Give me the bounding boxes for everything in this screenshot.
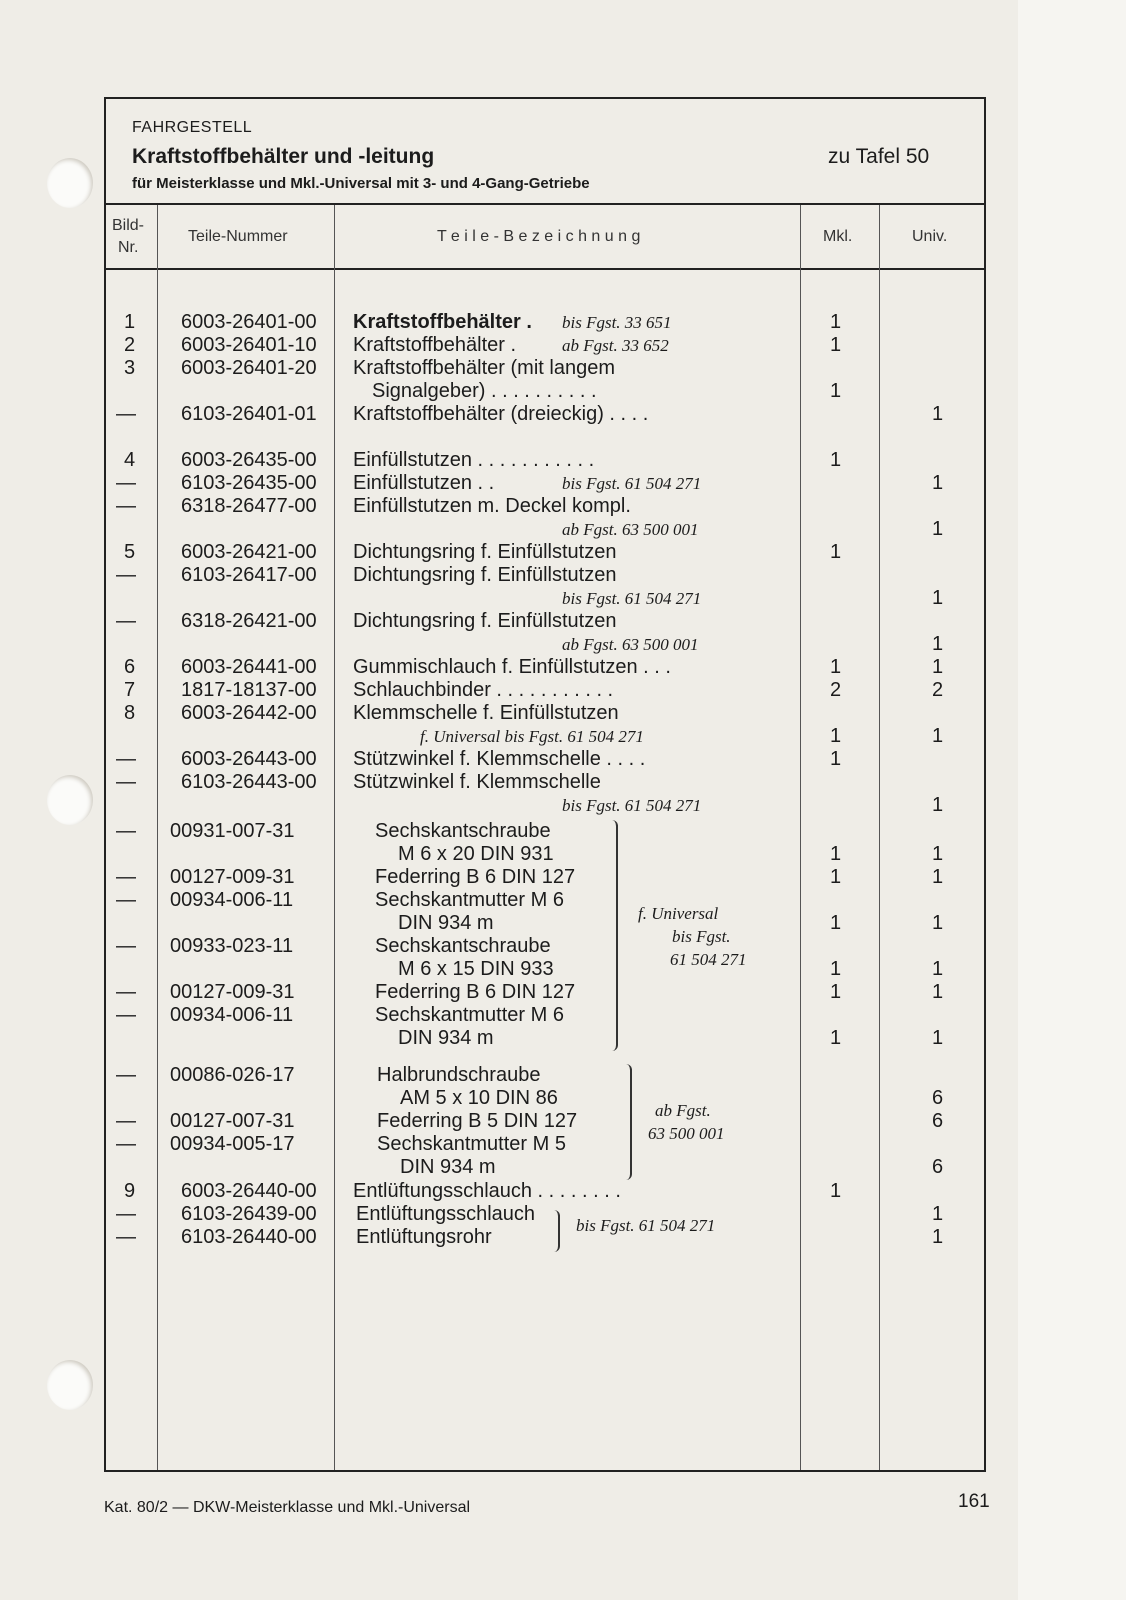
qty-univ: 1 bbox=[932, 1027, 944, 1049]
part-description: Entlüftungsrohr bbox=[356, 1226, 492, 1248]
part-description: Dichtungsring f. Einfüllstutzen bbox=[353, 610, 617, 632]
part-description: Halbrundschraube bbox=[377, 1064, 541, 1086]
part-note: bis Fgst. 61 504 271 bbox=[562, 796, 702, 815]
part-description: Kraftstoffbehälter . bbox=[353, 311, 532, 333]
page-subtitle: für Meisterklasse und Mkl.-Universal mit 3- und 4-Gang-Getriebe bbox=[132, 175, 590, 192]
bild-number: — bbox=[116, 1064, 136, 1086]
part-number: 6003-26401-10 bbox=[181, 334, 317, 356]
bild-number: — bbox=[116, 1133, 136, 1155]
bild-number: — bbox=[116, 1226, 136, 1248]
bild-number: — bbox=[116, 1110, 136, 1132]
part-description: M 6 x 20 DIN 931 bbox=[398, 843, 554, 865]
punch-hole-middle bbox=[47, 775, 93, 825]
part-description: Federring B 6 DIN 127 bbox=[375, 866, 576, 888]
part-description: Einfüllstutzen . . bbox=[353, 472, 495, 494]
qty-univ: 1 bbox=[932, 843, 944, 865]
part-description: Sechskantmutter M 5 bbox=[377, 1133, 566, 1155]
bild-number: 9 bbox=[124, 1180, 136, 1202]
part-description: Dichtungsring f. Einfüllstutzen bbox=[353, 541, 617, 563]
qty-mkl: 1 bbox=[830, 334, 842, 356]
part-number: 6103-26417-00 bbox=[181, 564, 317, 586]
qty-univ: 1 bbox=[932, 794, 944, 816]
part-number: 6103-26440-00 bbox=[181, 1226, 317, 1248]
part-number: 6003-26401-00 bbox=[181, 311, 317, 333]
column-header-bild: Bild- bbox=[112, 217, 145, 234]
bild-number: 6 bbox=[124, 656, 136, 678]
part-description: Kraftstoffbehälter (dreieckig) . . . . bbox=[353, 403, 649, 425]
column-divider bbox=[334, 205, 335, 1470]
punch-hole-top bbox=[47, 158, 93, 208]
part-description: Federring B 6 DIN 127 bbox=[375, 981, 576, 1003]
part-description: Gummischlauch f. Einfüllstutzen . . . bbox=[353, 656, 671, 678]
bild-number: 4 bbox=[124, 449, 136, 471]
part-description: Kraftstoffbehälter . bbox=[353, 334, 517, 356]
part-number: 6003-26401-20 bbox=[181, 357, 317, 379]
part-description: DIN 934 m bbox=[400, 1156, 496, 1178]
column-header-bild: Nr. bbox=[118, 239, 139, 256]
qty-mkl: 1 bbox=[830, 380, 842, 402]
part-number: 00934-006-11 bbox=[170, 1004, 294, 1026]
part-number: 00127-009-31 bbox=[170, 981, 295, 1003]
qty-univ: 1 bbox=[932, 866, 944, 888]
group-note: 63 500 001 bbox=[648, 1124, 725, 1143]
part-description: Stützwinkel f. Klemmschelle bbox=[353, 771, 601, 793]
part-number: 6103-26435-00 bbox=[181, 472, 317, 494]
bild-number: — bbox=[116, 748, 136, 770]
qty-mkl: 1 bbox=[830, 1027, 842, 1049]
part-number: 00934-006-11 bbox=[170, 889, 294, 911]
qty-mkl: 1 bbox=[830, 725, 842, 747]
part-number: 6318-26421-00 bbox=[181, 610, 317, 632]
part-number: 00931-007-31 bbox=[170, 820, 295, 842]
part-number: 1817-18137-00 bbox=[181, 679, 317, 701]
part-note: ab Fgst. 63 500 001 bbox=[562, 635, 699, 654]
part-number: 00127-007-31 bbox=[170, 1110, 295, 1132]
part-number: 6318-26477-00 bbox=[181, 495, 317, 517]
group-note: 61 504 271 bbox=[670, 950, 747, 969]
part-number: 00934-005-17 bbox=[170, 1133, 295, 1155]
part-note: bis Fgst. 33 651 bbox=[562, 313, 672, 332]
punch-hole-bottom bbox=[47, 1360, 93, 1410]
qty-univ: 1 bbox=[932, 633, 944, 655]
column-header-univ: Univ. bbox=[912, 228, 948, 245]
qty-mkl: 1 bbox=[830, 449, 842, 471]
footer-catalog: Kat. 80/2 — DKW-Meisterklasse und Mkl.-Universal bbox=[104, 1499, 471, 1516]
part-number: 6003-26442-00 bbox=[181, 702, 317, 724]
qty-mkl: 1 bbox=[830, 912, 842, 934]
part-note: ab Fgst. 33 652 bbox=[562, 336, 669, 355]
part-number: 6003-26441-00 bbox=[181, 656, 317, 678]
qty-mkl: 1 bbox=[830, 311, 842, 333]
section-category: FAHRGESTELL bbox=[132, 119, 253, 136]
part-description: Entlüftungsschlauch bbox=[356, 1203, 536, 1225]
group-note: ab Fgst. bbox=[655, 1101, 711, 1120]
group-brace bbox=[624, 1064, 632, 1180]
paper-edge bbox=[1018, 0, 1126, 1600]
column-header-teile-nummer: Teile-Nummer bbox=[188, 228, 288, 245]
part-number: 6103-26443-00 bbox=[181, 771, 317, 793]
column-divider bbox=[800, 205, 801, 1470]
part-note: bis Fgst. 61 504 271 bbox=[562, 474, 702, 493]
qty-mkl: 1 bbox=[830, 656, 842, 678]
group-brace bbox=[610, 820, 618, 1051]
tafel-reference: zu Tafel 50 bbox=[828, 145, 930, 168]
part-description: Einfüllstutzen . . . . . . . . . . . bbox=[353, 449, 595, 471]
column-divider bbox=[879, 205, 880, 1470]
bild-number: — bbox=[116, 1203, 136, 1225]
qty-univ: 1 bbox=[932, 403, 944, 425]
part-description: Einfüllstutzen m. Deckel kompl. bbox=[353, 495, 631, 517]
qty-mkl: 1 bbox=[830, 541, 842, 563]
part-number: 6103-26439-00 bbox=[181, 1203, 317, 1225]
bild-number: — bbox=[116, 1004, 136, 1026]
page-number: 161 bbox=[958, 1491, 990, 1512]
part-description: Sechskantmutter M 6 bbox=[375, 889, 564, 911]
part-description: Signalgeber) . . . . . . . . . . bbox=[372, 380, 597, 402]
bild-number: — bbox=[116, 981, 136, 1003]
group-brace bbox=[554, 1210, 560, 1252]
bild-number: 8 bbox=[124, 702, 136, 724]
qty-univ: 1 bbox=[932, 725, 944, 747]
part-description: M 6 x 15 DIN 933 bbox=[398, 958, 554, 980]
part-number: 6103-26401-01 bbox=[181, 403, 317, 425]
bild-number: — bbox=[116, 472, 136, 494]
part-note: ab Fgst. 63 500 001 bbox=[562, 520, 699, 539]
bild-number: — bbox=[116, 610, 136, 632]
qty-mkl: 1 bbox=[830, 958, 842, 980]
group-note: bis Fgst. 61 504 271 bbox=[576, 1216, 716, 1235]
bild-number: — bbox=[116, 889, 136, 911]
page-title: Kraftstoffbehälter und -leitung bbox=[132, 145, 435, 168]
column-header-mkl: Mkl. bbox=[823, 228, 853, 245]
qty-univ: 1 bbox=[932, 1226, 944, 1248]
column-divider bbox=[157, 205, 158, 1470]
part-description: Sechskantschraube bbox=[375, 820, 551, 842]
bild-number: 3 bbox=[124, 357, 136, 379]
group-note: f. Universal bbox=[638, 904, 719, 923]
qty-univ: 1 bbox=[932, 587, 944, 609]
bild-number: — bbox=[116, 771, 136, 793]
qty-univ: 1 bbox=[932, 981, 944, 1003]
bild-number: 7 bbox=[124, 679, 136, 701]
qty-mkl: 2 bbox=[830, 679, 842, 701]
part-number: 6003-26443-00 bbox=[181, 748, 317, 770]
bild-number: — bbox=[116, 403, 136, 425]
bild-number: 2 bbox=[124, 334, 136, 356]
column-header-divider bbox=[104, 268, 986, 270]
qty-mkl: 1 bbox=[830, 748, 842, 770]
part-note: f. Universal bis Fgst. 61 504 271 bbox=[420, 727, 644, 746]
part-description: Sechskantschraube bbox=[375, 935, 551, 957]
part-description: Dichtungsring f. Einfüllstutzen bbox=[353, 564, 617, 586]
part-number: 00127-009-31 bbox=[170, 866, 295, 888]
header-divider bbox=[104, 203, 986, 205]
part-description: Kraftstoffbehälter (mit langem bbox=[353, 357, 615, 379]
part-description: Entlüftungsschlauch . . . . . . . . bbox=[353, 1180, 621, 1202]
part-description: AM 5 x 10 DIN 86 bbox=[400, 1087, 558, 1109]
part-number: 6003-26440-00 bbox=[181, 1180, 317, 1202]
qty-univ: 1 bbox=[932, 958, 944, 980]
part-description: Federring B 5 DIN 127 bbox=[377, 1110, 578, 1132]
qty-mkl: 1 bbox=[830, 843, 842, 865]
bild-number: 5 bbox=[124, 541, 136, 563]
bild-number: — bbox=[116, 866, 136, 888]
part-number: 00933-023-11 bbox=[170, 935, 294, 957]
qty-univ: 1 bbox=[932, 1203, 944, 1225]
qty-mkl: 1 bbox=[830, 981, 842, 1003]
part-description: Klemmschelle f. Einfüllstutzen bbox=[353, 702, 619, 724]
part-description: Schlauchbinder . . . . . . . . . . . bbox=[353, 679, 614, 701]
qty-univ: 1 bbox=[932, 656, 944, 678]
qty-univ: 2 bbox=[932, 679, 944, 701]
group-note: bis Fgst. bbox=[672, 927, 731, 946]
qty-mkl: 1 bbox=[830, 866, 842, 888]
part-description: DIN 934 m bbox=[398, 912, 494, 934]
qty-mkl: 1 bbox=[830, 1180, 842, 1202]
qty-univ: 1 bbox=[932, 912, 944, 934]
qty-univ: 1 bbox=[932, 472, 944, 494]
bild-number: 1 bbox=[124, 311, 136, 333]
qty-univ: 6 bbox=[932, 1087, 944, 1109]
bild-number: — bbox=[116, 564, 136, 586]
part-number: 6003-26421-00 bbox=[181, 541, 317, 563]
bild-number: — bbox=[116, 935, 136, 957]
part-description: Sechskantmutter M 6 bbox=[375, 1004, 564, 1026]
part-number: 6003-26435-00 bbox=[181, 449, 317, 471]
qty-univ: 1 bbox=[932, 518, 944, 540]
column-header-bezeichnung: T e i l e - B e z e i c h n u n g bbox=[437, 228, 641, 245]
part-number: 00086-026-17 bbox=[170, 1064, 295, 1086]
part-note: bis Fgst. 61 504 271 bbox=[562, 589, 702, 608]
qty-univ: 6 bbox=[932, 1156, 944, 1178]
bild-number: — bbox=[116, 495, 136, 517]
part-description: Stützwinkel f. Klemmschelle . . . . bbox=[353, 748, 646, 770]
bild-number: — bbox=[116, 820, 136, 842]
part-description: DIN 934 m bbox=[398, 1027, 494, 1049]
qty-univ: 6 bbox=[932, 1110, 944, 1132]
